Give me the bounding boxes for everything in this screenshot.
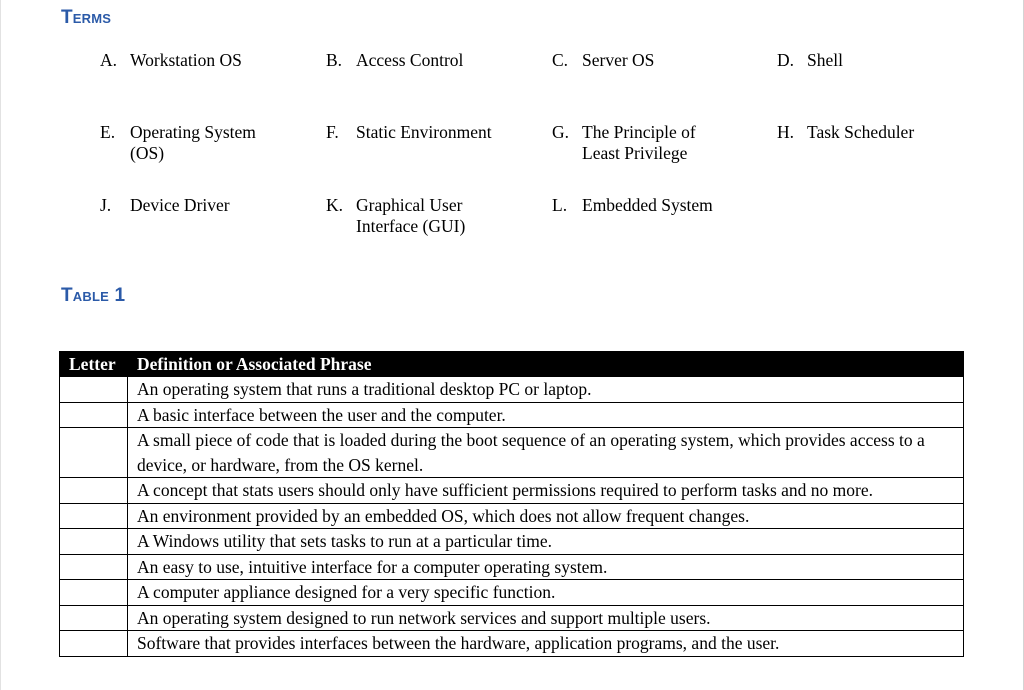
definition-cell: An easy to use, intuitive interface for a computer operating system. [128, 554, 964, 580]
term-g [552, 122, 696, 164]
definition-cell: A computer appliance designed for a very specific function. [128, 580, 964, 606]
letter-cell[interactable] [60, 529, 128, 555]
term-j [100, 195, 230, 216]
term-b [326, 50, 463, 71]
term-letter: F. [326, 122, 339, 142]
page-edge-left [0, 0, 1, 690]
term-text: Static Environment [356, 122, 492, 142]
header-definition: Definition or Associated Phrase [128, 352, 964, 377]
term-text: Task Scheduler [807, 122, 915, 142]
term-letter: B. [326, 50, 343, 70]
letter-cell[interactable] [60, 428, 128, 478]
definition-cell: Software that provides interfaces between the hardware, application programs, and the user. [128, 631, 964, 657]
definition-cell: An operating system designed to run network services and support multiple users. [128, 605, 964, 631]
definitions-table [59, 351, 964, 657]
table-heading: Table 1 [61, 285, 126, 306]
term-text: Graphical User Interface (GUI) [356, 195, 466, 236]
header-letter: Letter [60, 352, 128, 377]
term-l [552, 195, 713, 216]
letter-cell[interactable] [60, 478, 128, 504]
definition-cell: A concept that stats users should only have sufficient permissions required to perform tasks and no more. [128, 478, 964, 504]
term-text: Embedded System [582, 195, 713, 215]
table-row [60, 605, 964, 631]
term-text: Workstation OS [130, 50, 242, 70]
table-row [60, 580, 964, 606]
definition-cell: A basic interface between the user and the computer. [128, 402, 964, 428]
term-letter: A. [100, 50, 118, 70]
term-letter: J. [100, 195, 112, 215]
term-letter: H. [777, 122, 795, 142]
table-row [60, 377, 964, 403]
table-header-row [60, 352, 964, 377]
definition-cell: An environment provided by an embedded OS, which does not allow frequent changes. [128, 503, 964, 529]
term-text: Access Control [356, 50, 464, 70]
table-row [60, 402, 964, 428]
letter-cell[interactable] [60, 377, 128, 403]
letter-cell[interactable] [60, 402, 128, 428]
term-k [326, 195, 465, 237]
table-row [60, 503, 964, 529]
term-f [326, 122, 492, 143]
table-row [60, 529, 964, 555]
table-row [60, 554, 964, 580]
term-c [552, 50, 654, 71]
term-letter: C. [552, 50, 569, 70]
letter-cell[interactable] [60, 580, 128, 606]
term-text: Shell [807, 50, 843, 70]
term-letter: G. [552, 122, 570, 142]
term-h [777, 122, 914, 143]
term-text: Device Driver [130, 195, 230, 215]
table-row [60, 428, 964, 478]
terms-heading: Terms [61, 7, 112, 28]
term-text: Server OS [582, 50, 655, 70]
term-letter: K. [326, 195, 344, 215]
term-text: The Principle of Least Privilege [582, 122, 696, 163]
term-letter: L. [552, 195, 568, 215]
definition-cell: A small piece of code that is loaded during the boot sequence of an operating system, which provides access to a device, or hardware, from the OS kernel. [128, 428, 964, 478]
term-letter: E. [100, 122, 116, 142]
letter-cell[interactable] [60, 554, 128, 580]
definition-cell: A Windows utility that sets tasks to run at a particular time. [128, 529, 964, 555]
table-row [60, 478, 964, 504]
term-letter: D. [777, 50, 795, 70]
term-d [777, 50, 843, 71]
letter-cell[interactable] [60, 605, 128, 631]
term-a [100, 50, 242, 71]
definition-cell: An operating system that runs a traditional desktop PC or laptop. [128, 377, 964, 403]
letter-cell[interactable] [60, 503, 128, 529]
letter-cell[interactable] [60, 631, 128, 657]
table-row [60, 631, 964, 657]
term-text: Operating System (OS) [130, 122, 256, 163]
term-e [100, 122, 256, 164]
